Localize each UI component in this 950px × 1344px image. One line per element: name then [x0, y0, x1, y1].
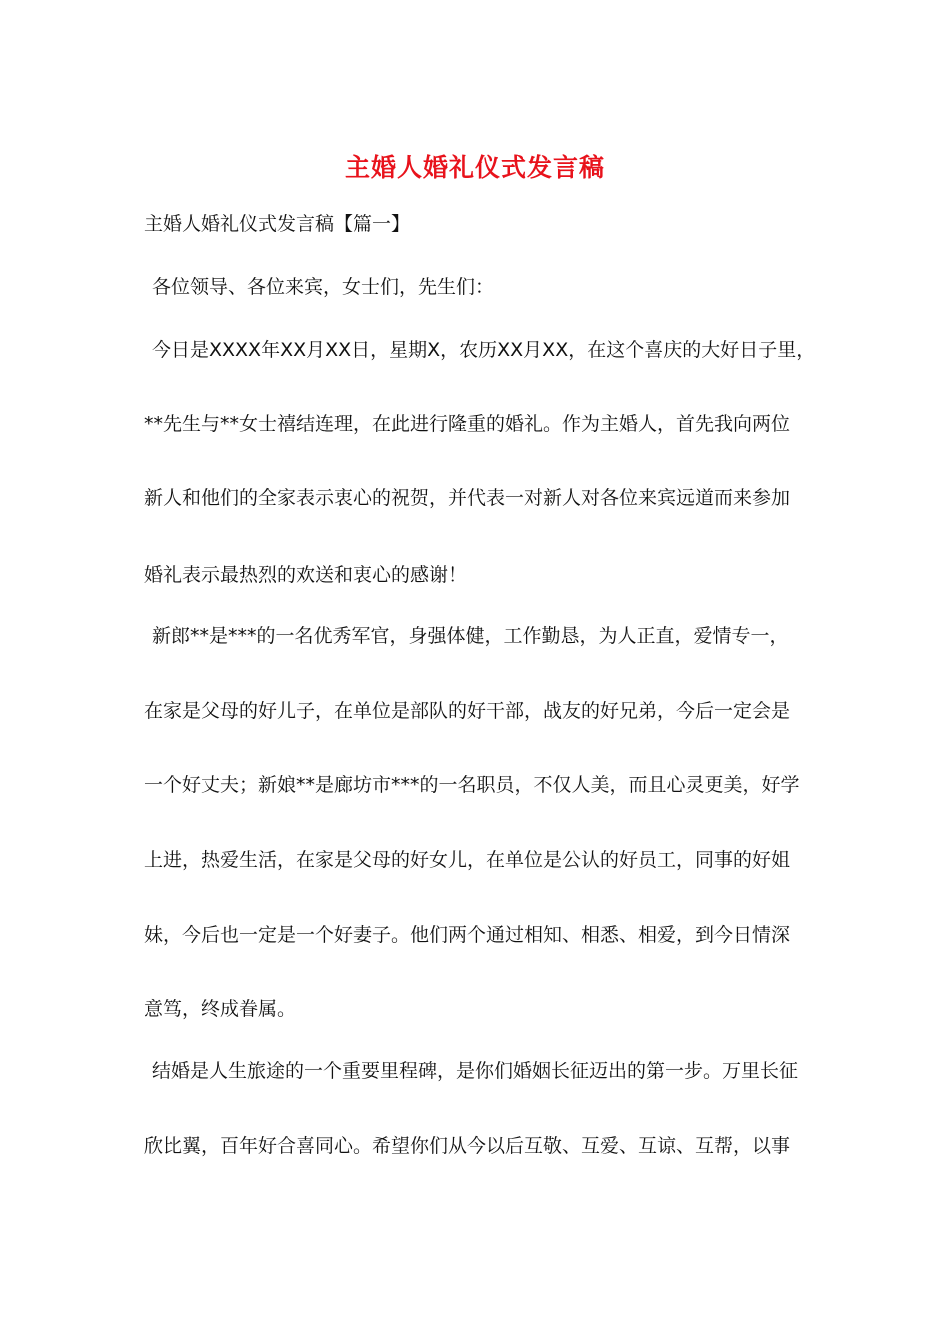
paragraph-line: 婚礼表示最热烈的欢送和衷心的感谢！ [144, 564, 468, 586]
paragraph-line: 一个好丈夫；新娘**是廊坊市***的一名职员，不仅人美，而且心灵更美，好学 [144, 774, 800, 796]
paragraph-line: 新郎**是***的一名优秀军官，身强体健，工作勤恳，为人正直，爱情专一， [152, 625, 789, 647]
section-heading: 主婚人婚礼仪式发言稿【篇一】 [144, 213, 411, 235]
paragraph-line: 新人和他们的全家表示衷心的祝贺，并代表一对新人对各位来宾远道而来参加 [144, 487, 791, 509]
document-title: 主婚人婚礼仪式发言稿 [344, 153, 605, 182]
paragraph-line: 上进，热爱生活，在家是父母的好女儿，在单位是公认的好员工，同事的好姐 [144, 849, 791, 871]
paragraph-line: 各位领导、各位来宾，女士们，先生们： [152, 276, 495, 298]
paragraph-line: 今日是XXXX年XX月XX日，星期X，农历XX月XX，在这个喜庆的大好日子里， [152, 339, 816, 361]
paragraph-line: 意笃，终成眷属。 [144, 998, 297, 1020]
paragraph-line: 欣比翼，百年好合喜同心。希望你们从今以后互敬、互爱、互谅、互帮，以事 [144, 1135, 791, 1157]
paragraph-line: 妹，今后也一定是一个好妻子。他们两个通过相知、相悉、相爱，到今日情深 [144, 924, 791, 946]
paragraph-line: 结婚是人生旅途的一个重要里程碑，是你们婚姻长征迈出的第一步。万里长征 [152, 1060, 799, 1082]
paragraph-line: **先生与**女士禧结连理，在此进行隆重的婚礼。作为主婚人，首先我向两位 [144, 413, 791, 435]
paragraph-line: 在家是父母的好儿子，在单位是部队的好干部，战友的好兄弟，今后一定会是 [144, 700, 791, 722]
